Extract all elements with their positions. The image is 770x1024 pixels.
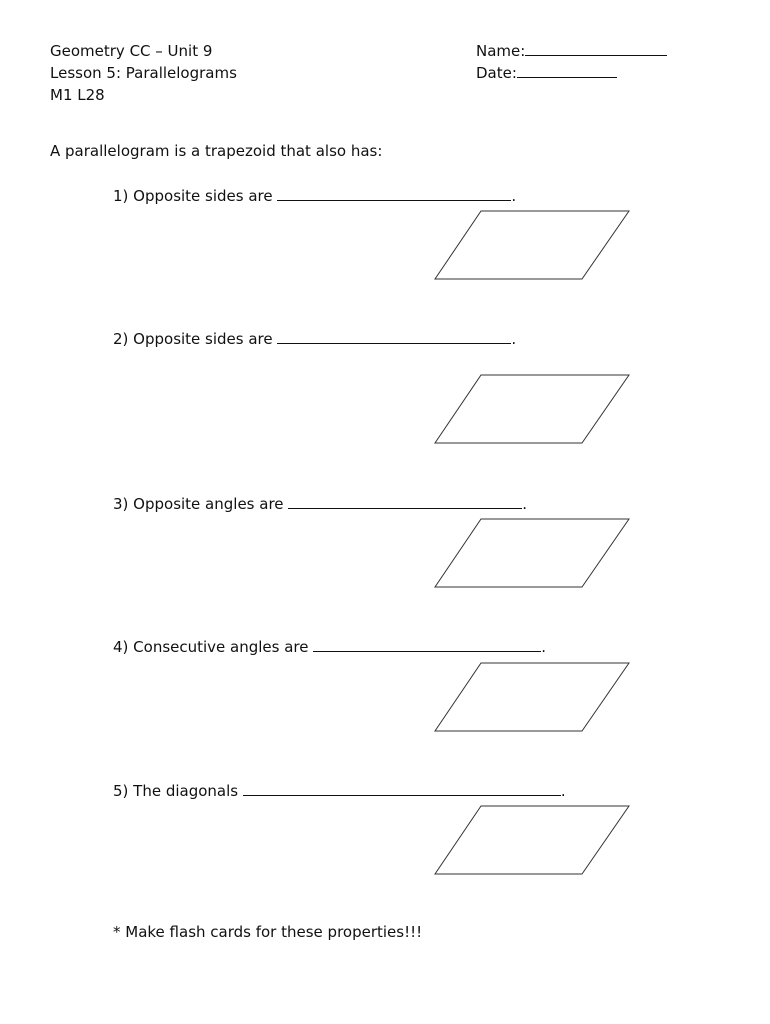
- property-3-label: 3) Opposite angles are: [113, 495, 284, 513]
- student-info: [476, 40, 667, 84]
- footer-note: * Make flash cards for these properties!!!: [113, 923, 423, 941]
- property-4: [113, 636, 546, 656]
- parallelogram-diagram-3: [434, 518, 630, 588]
- property-4-end: .: [541, 638, 547, 656]
- date-label: Date:: [476, 64, 517, 82]
- property-3-blank[interactable]: [288, 493, 522, 509]
- parallelogram-diagram-2: [434, 374, 630, 444]
- date-blank[interactable]: [517, 62, 617, 78]
- property-5-blank[interactable]: [243, 780, 561, 796]
- date-field: [476, 62, 667, 84]
- definition-intro: A parallelogram is a trapezoid that also has:: [50, 142, 383, 160]
- name-label: Name:: [476, 42, 526, 60]
- property-1: [113, 185, 516, 205]
- parallelogram-diagram-4: [434, 662, 630, 732]
- property-2-blank[interactable]: [277, 328, 511, 344]
- property-4-label: 4) Consecutive angles are: [113, 638, 309, 656]
- lesson-title: Lesson 5: Parallelograms: [50, 64, 237, 82]
- property-1-blank[interactable]: [277, 185, 511, 201]
- property-3: [113, 493, 527, 513]
- name-blank[interactable]: [525, 40, 667, 56]
- name-field: [476, 40, 667, 62]
- property-5: [113, 780, 566, 800]
- property-1-end: .: [511, 187, 517, 205]
- parallelogram-diagram-1: [434, 210, 630, 280]
- lesson-code: M1 L28: [50, 86, 105, 104]
- property-4-blank[interactable]: [313, 636, 541, 652]
- property-5-end: .: [560, 782, 566, 800]
- parallelogram-diagram-5: [434, 805, 630, 875]
- property-2-label: 2) Opposite sides are: [113, 330, 273, 348]
- property-2: [113, 328, 516, 348]
- course-title: Geometry CC – Unit 9: [50, 42, 213, 60]
- property-5-label: 5) The diagonals: [113, 782, 239, 800]
- property-1-label: 1) Opposite sides are: [113, 187, 273, 205]
- property-2-end: .: [511, 330, 517, 348]
- worksheet-header: [50, 40, 237, 106]
- property-3-end: .: [522, 495, 528, 513]
